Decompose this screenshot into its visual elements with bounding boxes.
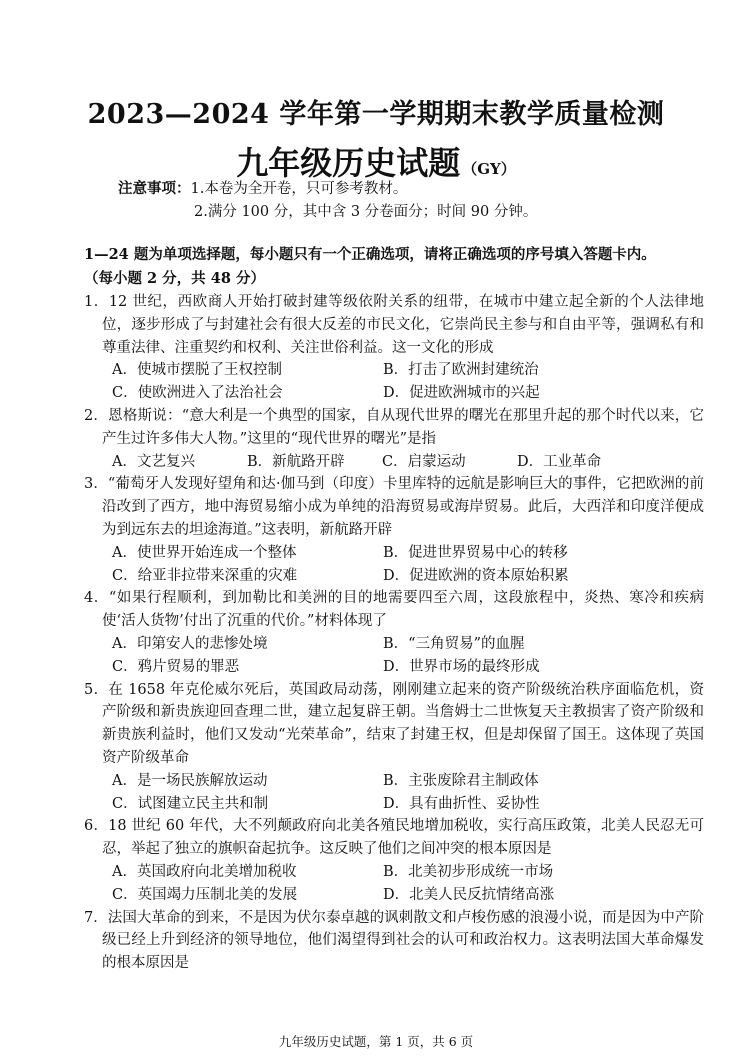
option-d: D．工业革命 [517,453,602,470]
option-b: B．北美初步形成统一市场 [383,863,554,880]
notice-line-1 [118,177,537,201]
question-stem: 3．“葡萄牙人发现好望角和达·伽马到（印度）卡里库特的远航是影响巨大的事件，它把欧洲的前沿改到了西方，地中海贸易缩小成为单纯的沿海贸易或海岸贸易。此后，大西洋和印度洋便成为到远东去的坦途海道。”这表明，新航路开辟 [84,476,704,538]
option-a: A．是一场民族解放运动 [112,772,268,789]
question-stem: 4．“如果行程顺利，到加勒比和美洲的目的地需要四至六周，这段旅程中，炎热、寒冷和疾病使‘活人货物’付出了沉重的代价。”材料体现了 [84,590,704,630]
section-line-1: 1—24 题为单项选择题，每小题只有一个正确选项，请将正确选项的序号填入答题卡内。 [84,246,656,263]
option-d: D．北美人民反抗情绪高涨 [383,886,555,903]
page-footer: 九年级历史试题，第 1 页，共 6 页 [278,1034,474,1049]
question-stem: 7．法国大革命的到来，不是因为伏尔泰卓越的讽刺散文和卢梭伤感的浪漫小说，而是因为中产阶级已经上升到经济的领导地位，他们渴望得到社会的认可和政治权力。这表明法国大革命爆发的根本原因是 [84,909,704,972]
exam-code: （GY） [462,160,516,178]
question-4 [84,587,704,678]
question-list [84,291,704,975]
option-d: D．促进欧洲的资本原始积累 [383,567,569,584]
option-grid [84,770,704,816]
section-line-2: （每小题 2 分，共 48 分） [84,270,265,287]
option-c: C．鸦片贸易的罪恶 [112,658,240,675]
option-a: A．使城市摆脱了王权控制 [112,362,282,379]
option-grid [84,633,704,679]
option-row [84,451,704,474]
question-stem: 5．在 1658 年克伦威尔死后，英国政局动荡，刚刚建立起来的资产阶级统治秩序面临危机，资产阶级和新贵族迎回查理二世，建立起复辟王朝。当詹姆士二世恢复天主教损害了资产阶级和新贵族利益时，他们又发动“光荣革命”，结束了封建王权，但是却保留了国王。这体现了英国资产阶级革命 [84,681,704,766]
option-c: C．使欧洲进入了法治社会 [112,385,283,402]
option-d: D．具有曲折性、妥协性 [383,795,540,812]
option-a: A．印第安人的悲惨处境 [112,635,268,652]
question-3 [84,473,704,587]
question-stem: 2．恩格斯说：“意大利是一个典型的国家，自从现代世界的曙光在那里升起的那个时代以来，它产生过许多伟大人物。”这里的“现代世界的曙光”是指 [84,407,704,447]
option-grid [84,542,704,588]
option-b: B．新航路开辟 [247,453,345,470]
option-b: B．“三角贸易”的血腥 [383,635,525,652]
exam-title: 2023—2024 学年第一学期期末教学质量检测 [87,99,665,130]
option-a: A．文艺复兴 [112,453,195,470]
question-stem: 6．18 世纪 60 年代，大不列颠政府向北美各殖民地增加税收，实行高压政策，北美人民忍无可忍，举起了独立的旗帜奋起抗争。这反映了他们之间冲突的根本原因是 [84,818,704,858]
notice-block [118,177,537,224]
option-d: D．促进欧洲城市的兴起 [383,385,540,402]
question-5 [84,679,704,816]
notice-text-1: 1.本卷为全开卷，只可参考教材。 [190,181,408,197]
section-instructions [84,243,704,291]
option-a: A．使世界开始连成一个整体 [112,544,297,561]
option-grid [84,359,704,405]
option-a: A．英国政府向北美增加税收 [112,863,297,880]
notice-label: 注意事项： [118,180,191,197]
question-6 [84,815,704,906]
option-b: B．主张废除君主制政体 [383,772,539,789]
question-7 [84,907,704,975]
option-grid [84,861,704,907]
subtitle-text: 九年级历史试题 [236,144,461,182]
notice-line-2: 2.满分 100 分，其中含 3 分卷面分；时间 90 分钟。 [194,204,538,220]
question-2 [84,405,704,473]
option-d: D．世界市场的最终形成 [383,658,540,675]
option-c: C．给亚非拉带来深重的灾难 [112,567,298,584]
option-c: C．试图建立民主共和制 [112,795,269,812]
question-stem: 1．12 世纪，西欧商人开始打破封建等级依附关系的纽带，在城市中建立起全新的个人法律地位，逐步形成了与封建社会有很大反差的市民文化，它崇尚民主参与和自由平等，强调私有和尊重法律、注重契约和权利、关注世俗利益。这一文化的形成 [84,294,704,356]
option-b: B．促进世界贸易中心的转移 [383,544,568,561]
option-c: C．启蒙运动 [382,453,466,470]
option-c: C．英国竭力压制北美的发展 [112,886,298,903]
option-b: B．打击了欧洲封建统治 [383,362,539,379]
question-1 [84,291,704,405]
